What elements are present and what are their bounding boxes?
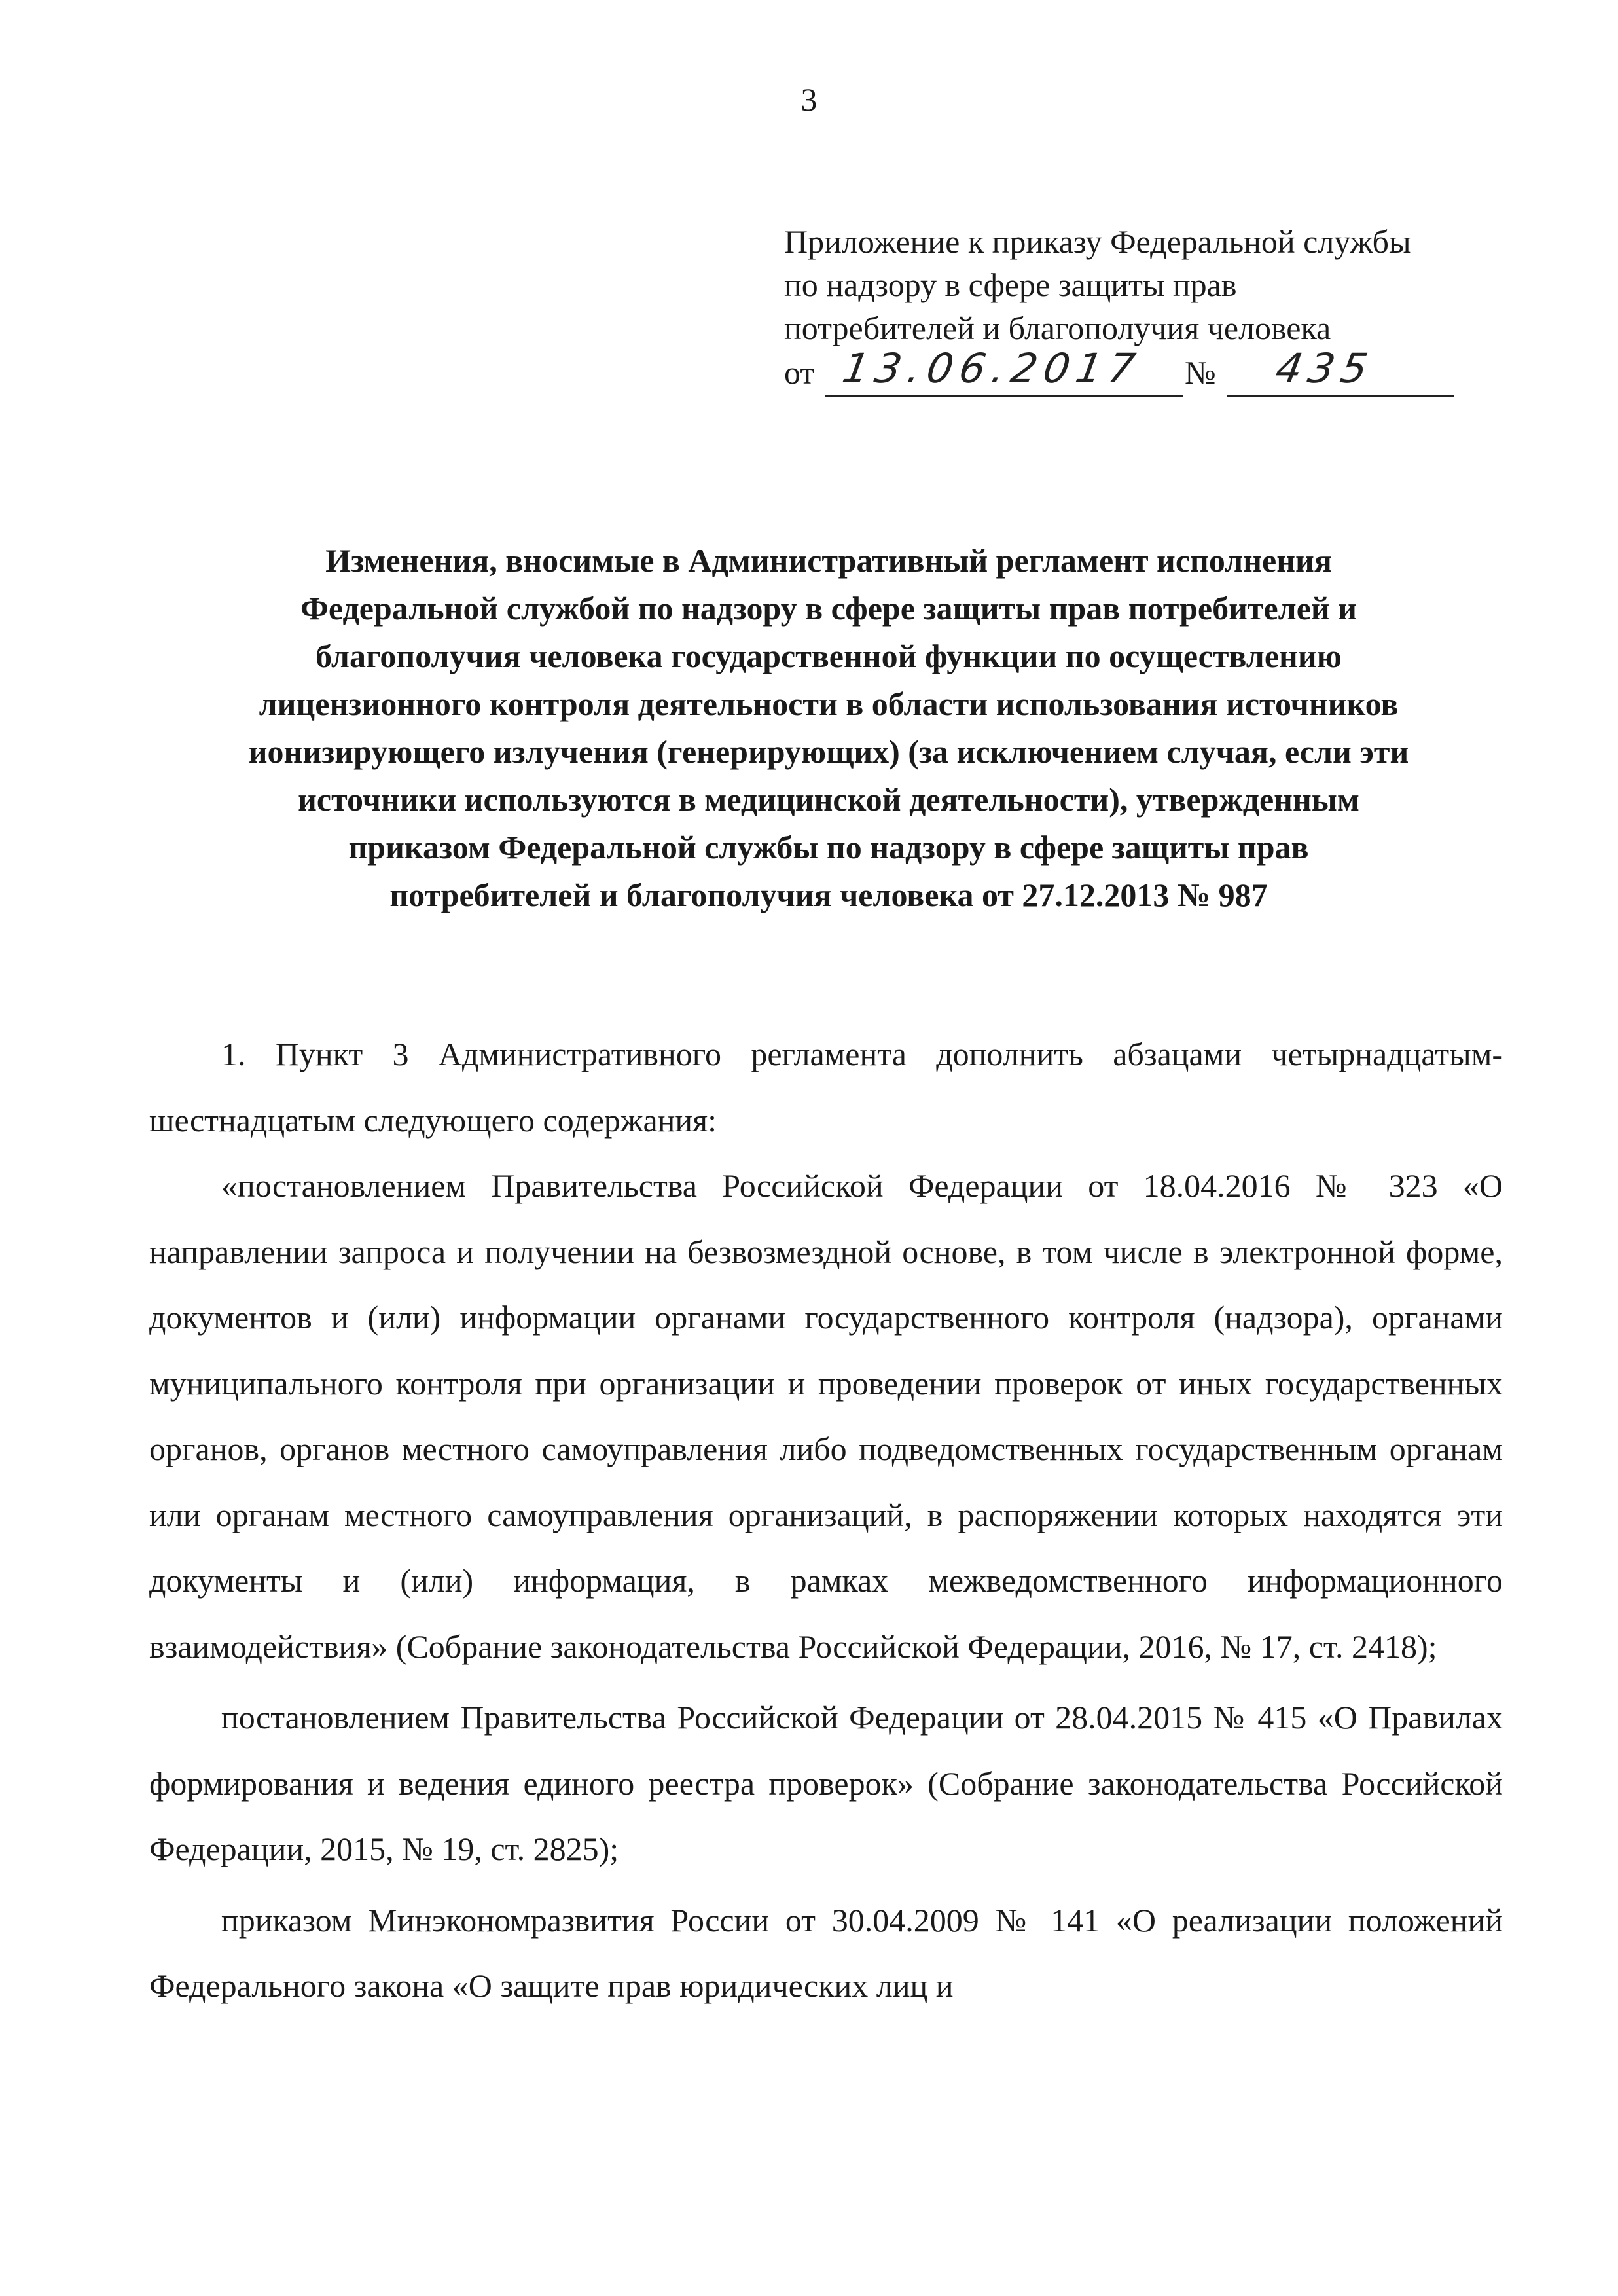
page-number: 3: [800, 81, 818, 118]
heading-line-2: Федеральной службой по надзору в сфере защиты прав потребителей и: [300, 590, 1357, 627]
appendix-line-3: потребителей и благополучия человека: [784, 310, 1331, 346]
appendix-line-1: Приложение к приказу Федеральной службы: [784, 223, 1411, 260]
appendix-line-2: по надзору в сфере защиты прав: [784, 266, 1237, 303]
document-body: [149, 1021, 1503, 2019]
heading-line-1: Изменения, вносимые в Административный регламент исполнения: [325, 542, 1332, 579]
number-label: №: [1185, 354, 1216, 391]
heading-line-3: благополучия человека государственной функции по осуществлению: [315, 638, 1342, 674]
heading-line-7: приказом Федеральной службы по надзору в сфере защиты прав: [348, 829, 1309, 866]
paragraph-order-141: приказом Минэкономразвития России от 30.04.2009 № 141 «О реализации положений Федерального закона «О защите прав юридических лиц и: [149, 1901, 1503, 2004]
paragraph-item-1: 1. Пункт 3 Административного регламента дополнить абзацами четырнадцатым-шестнадцатым следующего содержания:: [149, 1036, 1503, 1139]
appendix-header: [784, 220, 1530, 403]
document-heading: [154, 537, 1503, 919]
paragraph-decree-415: постановлением Правительства Российской Федерации от 28.04.2015 № 415 «О Правилах формирования и ведения единого реестра проверок» (Собрание законодательства Российской Федерации, 2015, № 19, ст. 2825);: [149, 1699, 1503, 1867]
paragraph-decree-323: «постановлением Правительства Российской Федерации от 18.04.2016 № 323 «О направлении запроса и получении на безвозмездной основе, в том числе в электронной форме, документов и (или) информации органами государственного контроля (надзора), органами муниципального контроля при организации и проведении проверок от иных государственных органов, органов местного самоуправления либо подведомственных государственным органам или органам местного самоуправления организаций, в распоряжении которых находятся эти документы и (или) информация, в рамках межведомственного информационного взаимодействия» (Собрание законодательства Российской Федерации, 2016, № 17, ст. 2418);: [149, 1167, 1503, 1665]
heading-line-5: ионизирующего излучения (генерирующих) (за исключением случая, если эти: [248, 733, 1409, 770]
handwritten-date: 13.06.2017: [838, 344, 1145, 392]
heading-line-4: лицензионного контроля деятельности в области использования источников: [259, 685, 1399, 722]
handwritten-number: 435: [1272, 344, 1378, 392]
order-date-number-line: [784, 344, 1530, 403]
date-label: от: [784, 354, 815, 391]
heading-line-8: потребителей и благополучия человека от 27.12.2013 № 987: [389, 877, 1268, 913]
heading-line-6: источники используются в медицинской деятельности), утвержденным: [298, 781, 1359, 818]
